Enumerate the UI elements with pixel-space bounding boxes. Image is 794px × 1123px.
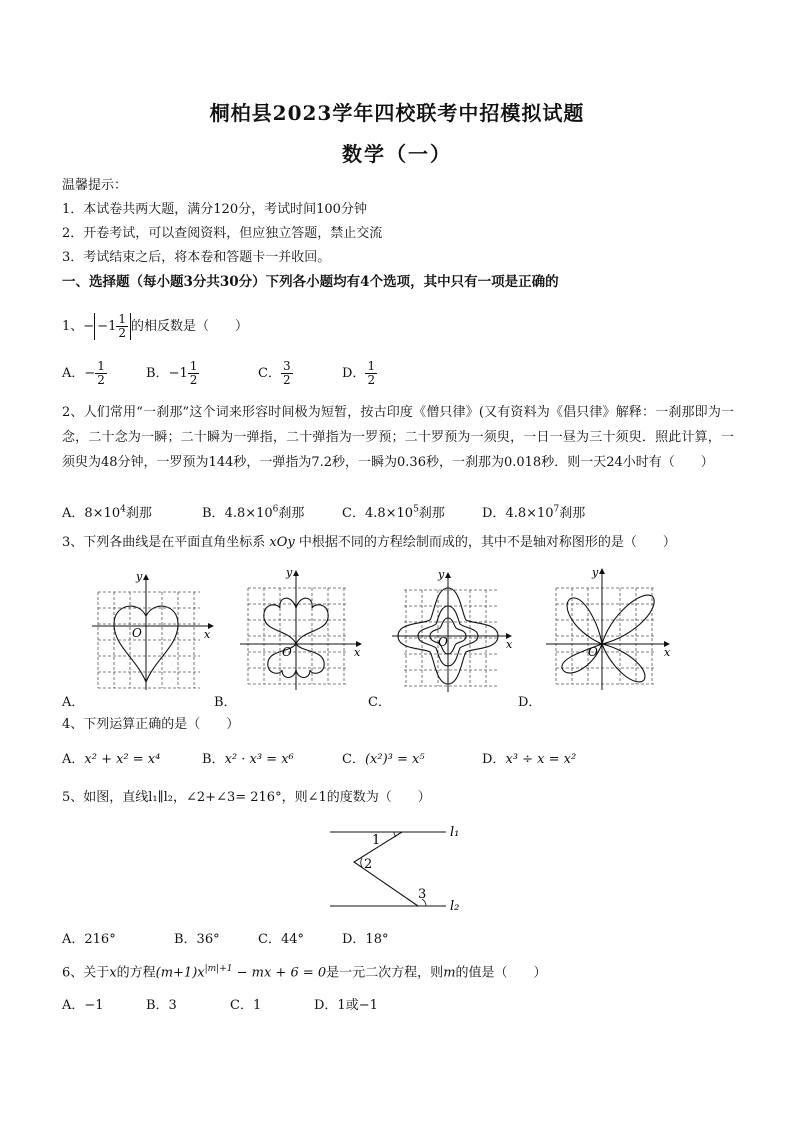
svg-text:O: O: [282, 645, 292, 659]
q3-figure-b: [236, 566, 370, 692]
q5-option-a[interactable]: A．216°: [62, 932, 116, 947]
q4-option-d[interactable]: D．x³ ÷ x = x²: [482, 752, 577, 767]
q1-prefix: 1、: [62, 319, 84, 334]
q1-frac: $\frac{1}{2}$: [118, 312, 126, 340]
q5-stem: 5、如图，直线l₁∥l₂，∠2+∠3= 216°，则∠1的度数为（ ）: [62, 790, 431, 805]
q5-option-d[interactable]: D．18°: [342, 932, 389, 947]
y-axis-label: y: [136, 570, 143, 583]
svg-text:x: x: [664, 646, 671, 659]
q1-option-a[interactable]: A．− $\frac{1}{2}$: [62, 359, 105, 387]
q3-option-d[interactable]: D．: [518, 695, 542, 710]
tips-heading: 温馨提示：: [62, 178, 128, 193]
line-l2-label: l₂: [450, 899, 460, 914]
svg-text:O: O: [588, 645, 598, 659]
q2-option-b[interactable]: B．$4.8\times 10^6$刹那: [202, 504, 305, 521]
q2-stem: 2、人们常用“一刹那”这个词来形容时间极为短暂，按古印度《僧只律》(又有资料为《倡只律》解释：一刹那即为一念，二十念为一瞬；二十瞬为一弹指，二十弹指为一罗预；二十罗预为一须臾，一日一昼为三十须臾．照此计算，一须臾为48分钟，一罗预为144秒，一弹指为7.2秒，一瞬为0.36秒，一刹那为0.018秒．则一天24小时有（ ）: [62, 405, 734, 470]
x-axis-label: x: [204, 628, 211, 641]
q1-option-c[interactable]: C． $\frac{3}{2}$: [258, 359, 291, 387]
q4-stem: 4、下列运算正确的是（ ）: [62, 717, 240, 732]
q6-option-c[interactable]: C．1: [230, 998, 262, 1013]
q5-option-b[interactable]: B．36°: [174, 932, 220, 947]
q6-option-b[interactable]: B．3: [146, 998, 177, 1013]
svg-text:y: y: [438, 568, 445, 581]
tip-3: 3．考试结束之后，将本卷和答题卡一并收回。: [62, 250, 331, 265]
exam-subtitle: 数学（一）: [342, 142, 452, 166]
q3-figure-d: [540, 566, 674, 692]
q6-option-a[interactable]: A．−1: [62, 998, 104, 1013]
q6-option-d[interactable]: D．1或−1: [314, 998, 378, 1013]
svg-text:O: O: [438, 635, 448, 649]
q4-option-a[interactable]: A．x² + x² = x⁴: [62, 752, 161, 767]
q3-figure-c: [386, 566, 518, 694]
section1-heading: 一、选择题（每小题3分共30分）下列各小题均有4个选项，其中只有一项是正确的: [62, 274, 559, 290]
q3-option-c[interactable]: C．: [368, 695, 391, 710]
q1-suffix: 的相反数是（ ）: [131, 319, 249, 334]
q6-stem: 6、关于x的方程$(m+1)x^{|m|+1}$ − mx + 6 = 0是一元二次方程，则m的值是（ ）: [62, 964, 547, 981]
tip-1: 1．本试卷共两大题，满分120分，考试时间100分钟: [62, 202, 367, 217]
q1-abs: [94, 313, 131, 340]
q2-option-a[interactable]: A．$8\times 10^4$刹那: [62, 504, 152, 521]
q2-option-c[interactable]: C．$4.8\times 10^5$刹那: [342, 504, 445, 521]
tip-2: 2．开卷考试，可以查阅资料，但应独立答题，禁止交流: [62, 226, 383, 241]
grid: [98, 592, 200, 688]
svg-text:y: y: [286, 566, 293, 579]
q1-option-d[interactable]: D． $\frac{1}{2}$: [342, 359, 376, 387]
q3-stem: 3、下列各曲线是在平面直角坐标系 xOy 中根据不同的方程绘制而成的，其中不是轴对称图形的是（ ）: [62, 535, 676, 550]
q4-option-c[interactable]: C．(x²)³ = x⁵: [342, 752, 425, 767]
q4-option-b[interactable]: B．x² · x³ = x⁶: [202, 752, 294, 767]
line-l1-label: l₁: [450, 825, 460, 840]
q3-figure-a: [92, 566, 220, 692]
q5-figure: [326, 818, 474, 918]
angle-1-label: 1: [372, 833, 381, 848]
q1-inner: −1: [97, 319, 117, 334]
q1-stem: [62, 313, 248, 340]
angle-2-label: 2: [364, 857, 373, 872]
q1-option-b[interactable]: B．−1 $\frac{1}{2}$: [146, 359, 198, 387]
q2-option-d[interactable]: D．$4.8\times 10^7$刹那: [482, 504, 586, 521]
q5-option-c[interactable]: C．44°: [258, 932, 304, 947]
svg-text:x: x: [506, 638, 513, 651]
svg-text:y: y: [592, 566, 599, 579]
q3-option-b[interactable]: B．: [214, 695, 237, 710]
q1-neg: −: [83, 319, 95, 334]
q3-option-a[interactable]: A．: [62, 695, 85, 710]
svg-text:x: x: [354, 646, 361, 659]
exam-title: 桐柏县2023学年四校联考中招模拟试题: [209, 101, 585, 125]
origin-label: O: [132, 626, 142, 640]
angle-3-label: 3: [418, 887, 427, 902]
